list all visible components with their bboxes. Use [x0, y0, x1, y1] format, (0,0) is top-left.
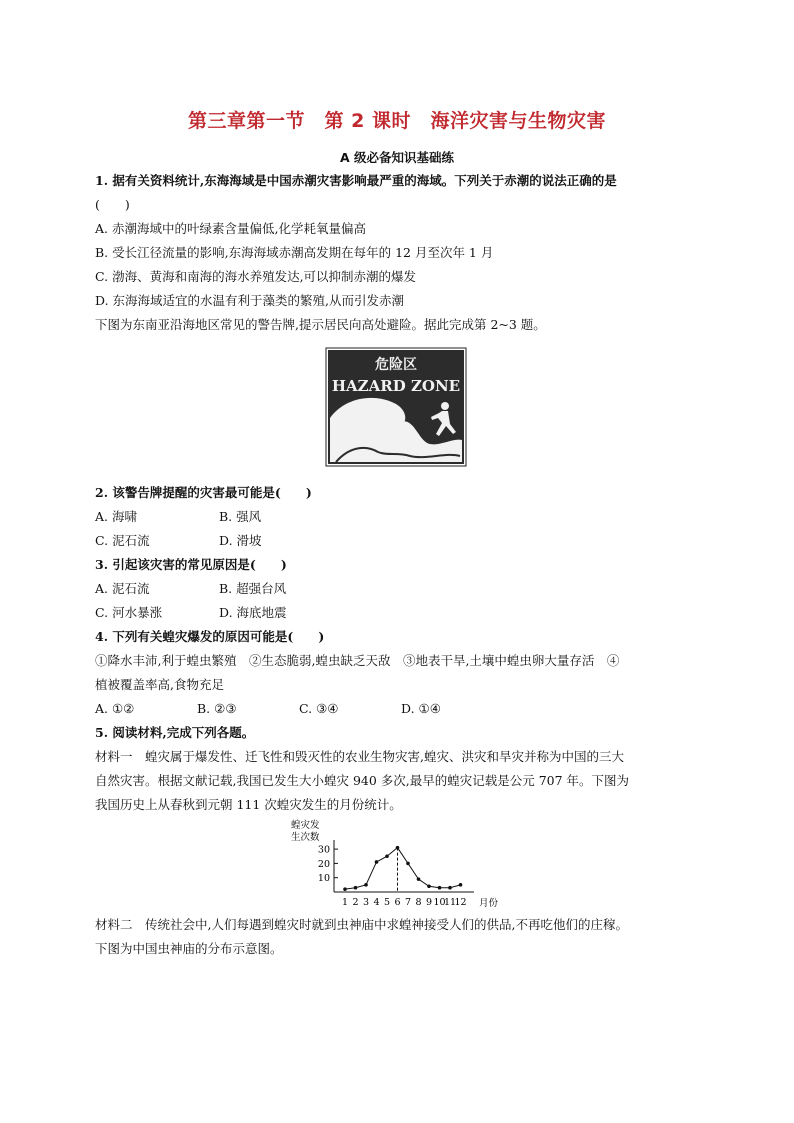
chart-point: [343, 887, 347, 891]
q1-option-a: A. 赤潮海域中的叶绿素含量偏低,化学耗氧量偏高: [95, 221, 366, 236]
chart-y-tick-label: 20: [317, 858, 330, 870]
sign-cn-text: 危险区: [375, 357, 417, 373]
chart-point: [459, 883, 463, 887]
material2-line2: 下图为中国虫神庙的分布示意图。: [95, 941, 283, 956]
chart-x-tick-label: 6: [394, 897, 401, 908]
chart-x-tick-label: 11: [443, 897, 457, 908]
material1-line1: 材料一 蝗灾属于爆发性、迁飞性和毁灭性的农业生物灾害,蝗灾、洪灾和旱灾并称为中国的三大: [95, 749, 624, 764]
chart-x-tick-label: 4: [373, 897, 380, 908]
chart-x-tick-label: 7: [404, 897, 412, 908]
chart-x-tick-label: 2: [352, 897, 359, 908]
chart-ylabel-line1: 蝗灾发: [291, 820, 320, 831]
q4-option-a: A. ①②: [95, 701, 135, 716]
chart-point: [417, 877, 421, 881]
q4-option-b: B. ②③: [197, 701, 237, 716]
page-title: 第三章第一节 第 2 课时 海洋灾害与生物灾害: [188, 110, 606, 132]
chart-series-line: [345, 848, 461, 889]
hazard-zone-sign: [326, 348, 466, 466]
chart-point: [396, 846, 400, 850]
chart-point: [427, 884, 431, 888]
chart-x-tick-label: 8: [415, 897, 422, 908]
material1-line2: 自然灾害。根据文献记载,我国已发生大小蝗灾 940 多次,最早的蝗灾记载是公元 707 年。下图为: [95, 773, 630, 788]
chart-x-tick-label: 3: [362, 897, 370, 908]
material2-line1: 材料二 传统社会中,人们每遇到蝗灾时就到虫神庙中求蝗神接受人们的供品,不再吃他们的庄稼。: [95, 917, 628, 932]
chart-y-tick-label: 10: [317, 873, 330, 885]
chart-point: [385, 854, 389, 858]
q1-stem: 1. 据有关资料统计,东海海域是中国赤潮灾害影响最严重的海域。下列关于赤潮的说法正确的是: [95, 173, 617, 188]
q2-option-c: C. 泥石流: [95, 533, 150, 548]
q3-option-d: D. 海底地震: [219, 605, 287, 620]
chart-x-tick-label: 5: [383, 897, 391, 908]
chart-point: [406, 862, 410, 866]
locust-month-chart: [288, 818, 499, 914]
intro-q2-3: 下图为东南亚沿海地区常见的警告牌,提示居民向高处避险。据此完成第 2~3 题。: [95, 317, 546, 332]
q3-stem: 3. 引起该灾害的常见原因是( ): [95, 557, 287, 572]
q3-option-a: A. 泥石流: [95, 581, 150, 596]
chart-ylabel-line2: 生次数: [291, 832, 320, 843]
q4-statements-line1: ①降水丰沛,利于蝗虫繁殖 ②生态脆弱,蝗虫缺乏天敌 ③地表干旱,土壤中蝗虫卵大量存活 ④: [95, 653, 620, 668]
q4-options: [95, 701, 503, 717]
chart-x-tick-label: 9: [425, 897, 433, 908]
q2-option-b: B. 强风: [219, 509, 262, 524]
sign-en-text: HAZARD ZONE: [331, 377, 461, 395]
q3-option-b: B. 超强台风: [219, 581, 287, 596]
chart-point: [438, 886, 442, 890]
section-heading: A 级必备知识基础练: [339, 150, 455, 165]
chart-point: [375, 860, 379, 864]
q4-statements-line2: 植被覆盖率高,食物充足: [95, 677, 224, 692]
chart-x-tick-label: 10: [433, 897, 446, 908]
chart-xlabel: 月份: [479, 898, 499, 909]
material1-line3: 我国历史上从春秋到元朝 111 次蝗灾发生的月份统计。: [95, 797, 402, 812]
chart-point: [354, 886, 358, 890]
q4-option-d: D. ①④: [401, 701, 441, 716]
q2-option-a: A. 海啸: [95, 509, 137, 524]
q1-option-b: B. 受长江径流量的影响,东海海域赤潮高发期在每年的 12 月至次年 1 月: [95, 245, 494, 260]
chart-y-tick-label: 30: [317, 844, 330, 856]
chart-point: [448, 886, 452, 890]
chart-x-tick-label: 1: [341, 897, 349, 908]
q1-option-c: C. 渤海、黄海和南海的海水养殖发达,可以抑制赤潮的爆发: [95, 269, 417, 284]
q3-option-c: C. 河水暴涨: [95, 605, 163, 620]
q2-stem: 2. 该警告牌提醒的灾害最可能是( ): [95, 485, 312, 500]
q1-option-d: D. 东海海域适宜的水温有利于藻类的繁殖,从而引发赤潮: [95, 293, 404, 308]
q4-stem: 4. 下列有关蝗灾爆发的原因可能是( ): [95, 629, 325, 644]
q4-option-c: C. ③④: [299, 701, 339, 716]
q2-option-d: D. 滑坡: [219, 533, 262, 548]
chart-x-tick-label: 12: [454, 897, 467, 908]
chart-point: [364, 883, 368, 887]
q1-answer-paren: ( ): [95, 197, 130, 212]
q5-stem: 5. 阅读材料,完成下列各题。: [95, 725, 255, 740]
